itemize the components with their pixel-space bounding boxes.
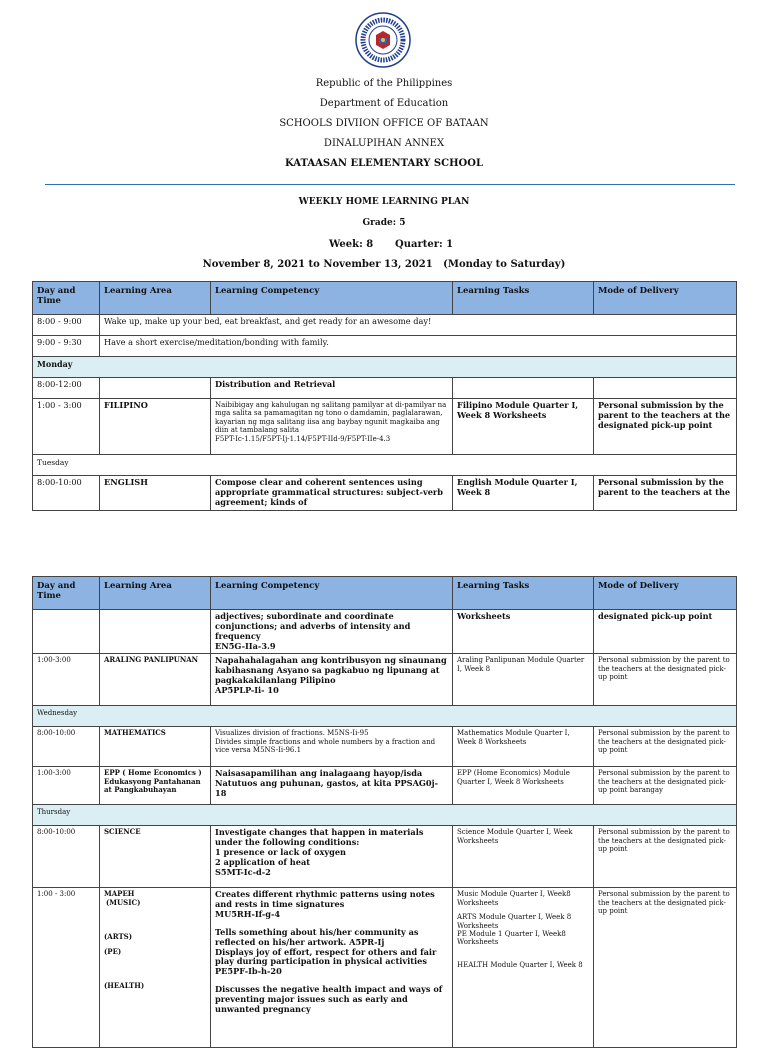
plan-grade: Grade: 5 <box>362 218 406 228</box>
health-label: (HEALTH) <box>104 980 145 990</box>
table-row <box>33 336 737 357</box>
competency-text: Naibibigay ang kahulugan ng salitang pamilyar at di-pamilyar na mga salita sa pamamagitan ng tono o damdamin, paglalarawan, kayarian ng mga salitang iisa ang baybay ngunit magkaiba ang diin at tambalang salita <box>215 401 447 435</box>
table-row <box>33 476 737 511</box>
plan-title: WEEKLY HOME LEARNING PLAN <box>298 197 470 207</box>
plan-dates-line <box>0 259 768 270</box>
table-row <box>33 378 737 399</box>
cell-competency <box>211 826 453 888</box>
cell-time: 9:00 - 9:30 <box>33 336 100 357</box>
table-row <box>33 826 737 888</box>
day-row-tuesday <box>33 455 737 476</box>
cell-tasks: EPP (Home Economics) Module Quarter I, Week 8 Worksheets <box>453 767 594 805</box>
col-header-tasks: Learning Tasks <box>453 282 594 315</box>
cell-time: 8:00-12:00 <box>33 378 100 399</box>
cell-delivery <box>594 378 737 399</box>
cell-tasks: Mathematics Module Quarter I, Week 8 Worksheets <box>453 727 594 767</box>
competency-text: Visualizes division of fractions. M5NS-Ii-95 <box>215 729 369 738</box>
learning-plan-table-page-1 <box>32 281 737 511</box>
day-row-monday <box>33 357 737 378</box>
competency-item: 2 application of heat <box>215 856 311 867</box>
col-header-competency: Learning Competency <box>211 577 453 610</box>
cell-time: 1:00-3:00 <box>33 767 100 805</box>
competency-code: S5MT-Ic-d-2 <box>215 866 271 877</box>
table-row <box>33 654 737 706</box>
header-republic: Republic of the Philippines <box>315 78 453 89</box>
cell-activity: Have a short exercise/meditation/bonding with family. <box>100 336 737 357</box>
arts-tasks: ARTS Module Quarter I, Week 8 Worksheets <box>457 913 572 930</box>
cell-area <box>100 378 211 399</box>
col-header-area: Learning Area <box>100 577 211 610</box>
competency-code: F5PT-Ic-1.15/F5PT-Ij-1.14/F5PT-IId-9/F5PT-IIe-4.3 <box>215 434 391 443</box>
cell-time: 1:00-3:00 <box>33 654 100 706</box>
learning-plan-table-page-2 <box>32 576 737 1048</box>
music-code: MU5RH-If-g-4 <box>215 909 281 920</box>
health-competency: Discusses the negative health impact and ways of preventing major issues such as early and unwanted pregnancy <box>215 984 443 1014</box>
cell-time <box>33 610 100 654</box>
cell-area: MATHEMATICS <box>100 727 211 767</box>
header-school: KATAASAN ELEMENTARY SCHOOL <box>285 158 483 169</box>
col-header-time: Day and Time <box>33 577 100 610</box>
cell-competency: Distribution and Retrieval <box>211 378 453 399</box>
cell-time: 8:00-10:00 <box>33 476 100 511</box>
table-row <box>33 727 737 767</box>
col-header-competency: Learning Competency <box>211 282 453 315</box>
cell-area: FILIPINO <box>100 399 211 455</box>
cell-delivery: Personal submission by the parent to the teachers at the designated pick-up point <box>594 826 737 888</box>
page-gap <box>0 520 768 576</box>
pe-competency: Displays joy of effort, respect for others and fair play during participation in physical activities <box>215 946 437 967</box>
cell-delivery: Personal submission by the parent to the teachers at the designated pick-up point <box>594 727 737 767</box>
cell-competency <box>211 654 453 706</box>
day-label: Monday <box>33 357 737 378</box>
cell-delivery: designated pick-up point <box>594 610 737 654</box>
cell-competency: Compose clear and coherent sentences using appropriate grammatical structures: subject-verb agreement; kinds of <box>211 476 453 511</box>
day-row-thursday <box>33 805 737 826</box>
competency-item: 1 presence or lack of oxygen <box>215 847 346 858</box>
cell-tasks: Science Module Quarter I, Week Worksheets <box>453 826 594 888</box>
cell-tasks: Worksheets <box>453 610 594 654</box>
arts-label: (ARTS) <box>104 932 133 942</box>
cell-time: 1:00 - 3:00 <box>33 888 100 1048</box>
music-competency: Creates different rhythmic patterns using notes and rests in time signatures <box>215 889 435 910</box>
cell-delivery: Personal submission by the parent to the teachers at the designated pick-up point <box>594 654 737 706</box>
cell-tasks: Araling Panlipunan Module Quarter I, Week 8 <box>453 654 594 706</box>
cell-competency: Naisasapamilihan ang inalagaang hayop/isda Natutuos ang puhunan, gastos, at kita PPSAG0j-18 <box>211 767 453 805</box>
cell-area: SCIENCE <box>100 826 211 888</box>
cell-delivery: Personal submission by the parent to the teachers at the designated pick-up point <box>594 888 737 1048</box>
day-row-wednesday <box>33 706 737 727</box>
col-header-delivery: Mode of Delivery <box>594 282 737 315</box>
competency-code: AP5PLP-Ii- 10 <box>215 684 279 695</box>
competency-code: EN5G-IIa-3.9 <box>215 640 276 651</box>
competency-text: Napahahalagahan ang kontribusyon ng sinaunang kabihasnang Asyano sa pagkabuo ng lipunang at pagkakakilanlang Pilipino <box>215 655 447 686</box>
day-label: Wednesday <box>33 706 737 727</box>
col-header-tasks: Learning Tasks <box>453 577 594 610</box>
cell-area: ARALING PANLIPUNAN <box>100 654 211 706</box>
competency-text: Divides simple fractions and whole numbers by a fraction and vice versa M5NS-Ii-96.1 <box>215 737 436 755</box>
cell-competency <box>211 399 453 455</box>
cell-delivery: Personal submission by the parent to the teachers at the <box>594 476 737 511</box>
plan-week: Week: 8 <box>329 239 374 250</box>
cell-competency <box>211 727 453 767</box>
cell-time: 8:00-10:00 <box>33 826 100 888</box>
cell-area <box>100 610 211 654</box>
header-annex: DINALUPIHAN ANNEX <box>323 138 445 149</box>
col-header-delivery: Mode of Delivery <box>594 577 737 610</box>
deped-seal-icon <box>355 12 411 68</box>
cell-area: EPP ( Home Economics ) Edukasyong Pantahanan at Pangkabuhayan <box>100 767 211 805</box>
cell-time: 8:00 - 9:00 <box>33 315 100 336</box>
table-row <box>33 610 737 654</box>
header-department: Department of Education <box>319 98 449 109</box>
music-label: (MUSIC) <box>106 897 141 907</box>
document-page-2 <box>0 576 768 1024</box>
cell-tasks: Filipino Module Quarter I, Week 8 Worksheets <box>453 399 594 455</box>
col-header-time: Day and Time <box>33 282 100 315</box>
table-row <box>33 399 737 455</box>
cell-delivery: Personal submission by the parent to the teachers at the designated pick-up point <box>594 399 737 455</box>
mapeh-label: MAPEH <box>104 889 135 899</box>
music-tasks: Music Module Quarter I, Week8 Worksheets <box>457 890 571 907</box>
pe-label: (PE) <box>104 946 122 956</box>
cell-activity: Wake up, make up your bed, eat breakfast, and get ready for an awesome day! <box>100 315 737 336</box>
cell-tasks: English Module Quarter I, Week 8 <box>453 476 594 511</box>
cell-time: 1:00 - 3:00 <box>33 399 100 455</box>
arts-competency: Tells something about his/her community as reflected on his/her artwork. A5PR-Ij <box>215 926 419 947</box>
day-label: Thursday <box>33 805 737 826</box>
cell-area: ENGLISH <box>100 476 211 511</box>
col-header-area: Learning Area <box>100 282 211 315</box>
pe-code: PE5PF-Ib-h-20 <box>215 966 282 977</box>
plan-quarter: Quarter: 1 <box>395 239 454 250</box>
competency-text: Investigate changes that happen in materials under the following conditions: <box>215 827 424 848</box>
plan-days: (Monday to Saturday) <box>443 259 566 270</box>
table-row <box>33 767 737 805</box>
header-division: SCHOOLS DIVIION OFFICE OF BATAAN <box>279 118 489 129</box>
cell-delivery: Personal submission by the parent to the teachers at the designated pick-up point barangay <box>594 767 737 805</box>
header-divider <box>45 184 735 185</box>
cell-time: 8:00-10:00 <box>33 727 100 767</box>
pe-tasks: PE Module 1 Quarter I, Week8 Worksheets <box>457 929 566 947</box>
table-row <box>33 315 737 336</box>
plan-dates: November 8, 2021 to November 13, 2021 <box>202 259 433 270</box>
cell-tasks <box>453 378 594 399</box>
health-tasks: HEALTH Module Quarter I, Week 8 <box>457 960 583 969</box>
cell-competency <box>211 610 453 654</box>
day-label: Tuesday <box>33 455 737 476</box>
competency-text: adjectives; subordinate and coordinate conjunctions; and adverbs of intensity and frequency <box>215 611 411 641</box>
document-page-1 <box>0 0 768 520</box>
